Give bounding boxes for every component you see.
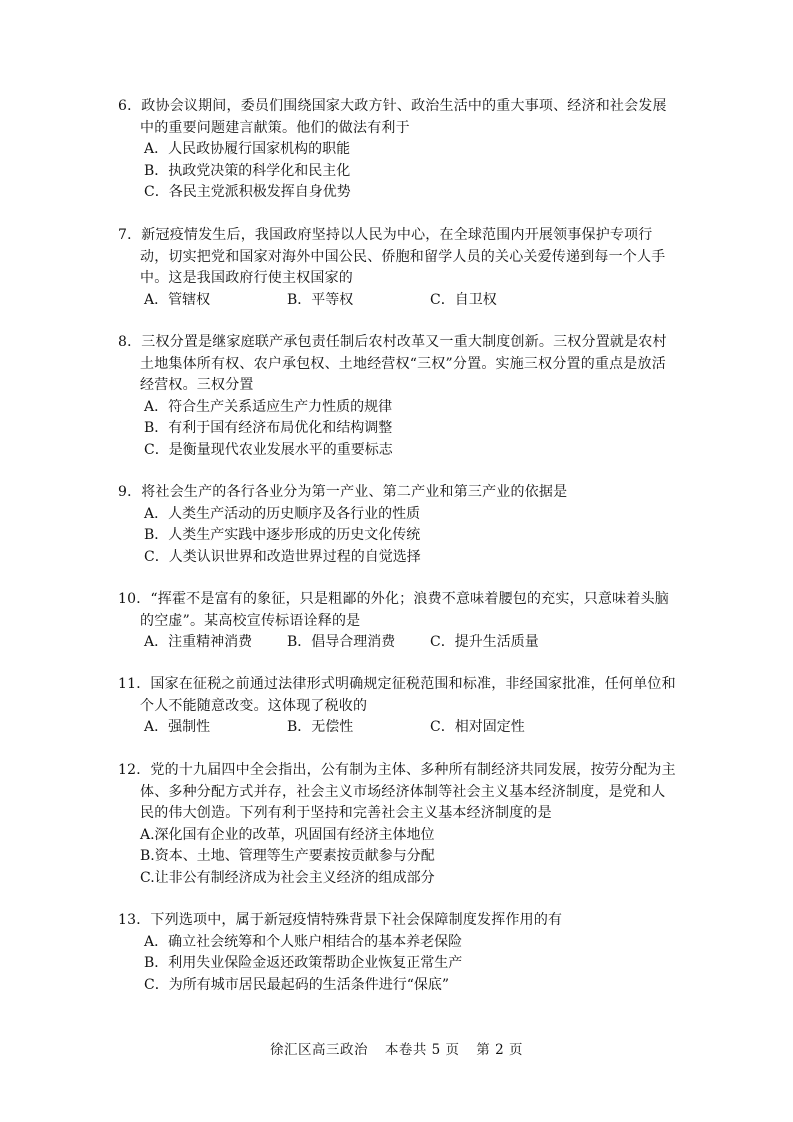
question-12 bbox=[118, 760, 678, 889]
question-stem: 13．下列选项中，属于新冠疫情特殊背景下社会保障制度发挥作用的有 bbox=[118, 912, 563, 928]
option-b: B．人类生产实践中逐步形成的历史文化传统 bbox=[144, 527, 421, 543]
question-stem: 7．新冠疫情发生后，我国政府坚持以人民为中心，在全球范围内开展领事保护专项行动，切实把党和国家对海外中国公民、侨胞和留学人员的关心关爱传递到每一个人手中。这是我国政府行使主权国家的 bbox=[118, 227, 666, 286]
option-c: C．各民主党派积极发挥自身优势 bbox=[144, 184, 351, 200]
option-a: A.深化国有企业的改革，巩固国有经济主体地位 bbox=[140, 826, 435, 843]
option-list bbox=[118, 632, 678, 654]
question-13 bbox=[118, 910, 678, 996]
question-10 bbox=[118, 589, 678, 654]
option-a: A．确立社会统筹和个人账户相结合的基本养老保险 bbox=[144, 933, 463, 950]
option-a: A．管辖权 bbox=[144, 291, 211, 308]
question-stem: 9．将社会生产的各行各业分为第一产业、第二产业和第三产业的依据是 bbox=[118, 484, 568, 500]
option-b: B.资本、土地、管理等生产要素按贡献参与分配 bbox=[140, 848, 435, 864]
option-list bbox=[118, 717, 678, 739]
option-b: B．有利于国有经济布局优化和结构调整 bbox=[144, 420, 393, 436]
option-c: C．相对固定性 bbox=[430, 719, 525, 735]
option-list bbox=[118, 397, 678, 462]
option-c: C．是衡量现代农业发展水平的重要标志 bbox=[144, 441, 393, 458]
option-c: C.让非公有制经济成为社会主义经济的组成部分 bbox=[140, 869, 435, 886]
option-b: B．无偿性 bbox=[287, 719, 354, 735]
option-list bbox=[118, 504, 678, 569]
question-stem: 10．“挥霍不是富有的象征，只是粗鄙的外化；浪费不意味着腰包的充实，只意味着头脑的空虚”。某高校宣传标语诠释的是 bbox=[118, 591, 669, 629]
option-a: A．符合生产关系适应生产力性质的规律 bbox=[144, 398, 393, 415]
option-list bbox=[118, 825, 678, 890]
exam-name: 徐汇区高三政治 bbox=[270, 1042, 369, 1058]
option-list bbox=[118, 139, 678, 204]
option-b: B．平等权 bbox=[287, 291, 354, 308]
option-c: C．提升生活质量 bbox=[430, 634, 539, 650]
option-a: A．人民政协履行国家机构的职能 bbox=[144, 141, 351, 157]
option-list bbox=[118, 932, 678, 997]
option-b: B．利用失业保险金返还政策帮助企业恢复正常生产 bbox=[144, 955, 463, 971]
page-number: 第 2 页 bbox=[476, 1042, 523, 1058]
question-6 bbox=[118, 96, 678, 204]
option-b: B．倡导合理消费 bbox=[287, 634, 396, 650]
question-9 bbox=[118, 482, 678, 568]
option-a: A．注重精神消费 bbox=[144, 634, 253, 650]
question-stem: 8．三权分置是继家庭联产承包责任制后农村改革又一重大制度创新。三权分置就是农村土地集体所有权、农户承包权、土地经营权“三权”分置。实施三权分置的重点是放活经营权。三权分置 bbox=[118, 334, 667, 393]
option-c: C．人类认识世界和改造世界过程的自觉选择 bbox=[144, 548, 421, 565]
question-stem: 11．国家在征税之前通过法律形式明确规定征税范围和标准，非经国家批准，任何单位和个人不能随意改变。这体现了税收的 bbox=[118, 676, 676, 714]
page-footer bbox=[0, 1040, 793, 1062]
option-c: C．自卫权 bbox=[430, 291, 497, 308]
question-8 bbox=[118, 332, 678, 461]
option-list bbox=[118, 290, 678, 312]
option-a: A．强制性 bbox=[144, 719, 211, 735]
question-stem: 12．党的十九届四中全会指出，公有制为主体、多种所有制经济共同发展，按劳分配为主体、多种分配方式并存，社会主义市场经济体制等社会主义基本经济制度，是党和人民的伟大创造。下列有利于坚持和完善社会主义基本经济制度的是 bbox=[118, 762, 676, 821]
option-c: C．为所有城市居民最起码的生活条件进行“保底” bbox=[144, 976, 450, 993]
question-stem: 6．政协会议期间，委员们围绕国家大政方针、政治生活中的重大事项、经济和社会发展中的重要问题建言献策。他们的做法有利于 bbox=[118, 98, 667, 136]
option-b: B．执政党决策的科学化和民主化 bbox=[144, 162, 351, 179]
page-total: 本卷共 5 页 bbox=[384, 1042, 460, 1058]
question-7 bbox=[118, 225, 678, 311]
question-11 bbox=[118, 674, 678, 739]
option-a: A．人类生产活动的历史顺序及各行业的性质 bbox=[144, 505, 421, 522]
